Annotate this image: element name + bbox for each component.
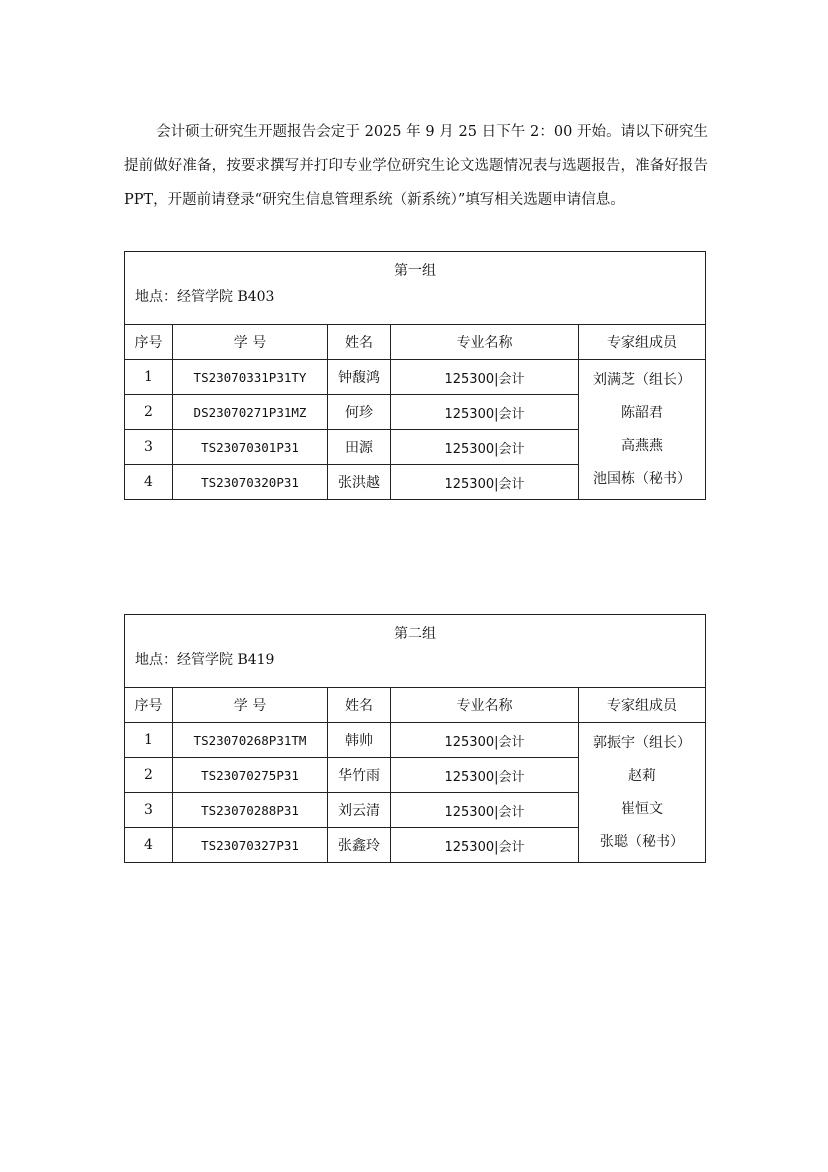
cell-name: 刘云清 <box>328 793 391 828</box>
cell-student-id: TS23070327P31 <box>173 828 328 863</box>
group-location: 地点：经管学院 B419 <box>135 652 275 668</box>
col-student-id-header: 学 号 <box>173 325 328 360</box>
cell-seq: 2 <box>125 395 173 430</box>
cell-name: 田源 <box>328 430 391 465</box>
cell-seq: 4 <box>125 828 173 863</box>
group-title: 第二组 <box>394 626 437 642</box>
expert-member: 池国栋（秘书） <box>593 470 692 487</box>
cell-major: 125300|会计 <box>391 758 579 793</box>
col-student-id-header: 学 号 <box>173 688 328 723</box>
column-header-row <box>125 325 706 360</box>
group-title: 第一组 <box>394 263 437 279</box>
cell-seq: 3 <box>125 793 173 828</box>
group-table-1 <box>124 251 706 500</box>
cell-major: 125300|会计 <box>391 360 579 395</box>
group-location: 地点：经管学院 B403 <box>135 289 275 305</box>
cell-name: 钟馥鸿 <box>328 360 391 395</box>
cell-student-id: TS23070268P31TM <box>173 723 328 758</box>
cell-name: 华竹雨 <box>328 758 391 793</box>
cell-major: 125300|会计 <box>391 793 579 828</box>
intro-text: 会计硕士研究生开题报告会定于 2025 年 9 月 25 日下午 2：00 开始。请以下研究生提前做好准备，按要求撰写并打印专业学位研究生论文选题情况表与选题报告，准备好报告 PPT，开题前请登录“研究生信息管理系统（新系统）”填写相关选题申请信息。 <box>124 123 708 208</box>
expert-member: 陈韶君 <box>621 404 664 421</box>
cell-name: 张鑫玲 <box>328 828 391 863</box>
cell-major: 125300|会计 <box>391 395 579 430</box>
cell-name: 韩帅 <box>328 723 391 758</box>
expert-member: 郭振宇（组长） <box>593 734 692 751</box>
cell-major: 125300|会计 <box>391 465 579 500</box>
cell-major: 125300|会计 <box>391 430 579 465</box>
cell-student-id: TS23070320P31 <box>173 465 328 500</box>
cell-seq: 4 <box>125 465 173 500</box>
expert-member: 高燕燕 <box>621 437 664 454</box>
col-seq-header: 序号 <box>125 325 173 360</box>
table-row <box>125 360 706 395</box>
expert-member: 张聪（秘书） <box>600 833 685 850</box>
cell-student-id: TS23070331P31TY <box>173 360 328 395</box>
cell-major: 125300|会计 <box>391 723 579 758</box>
col-major-header: 专业名称 <box>391 325 579 360</box>
col-major-header: 专业名称 <box>391 688 579 723</box>
group-header <box>125 252 706 325</box>
cell-student-id: TS23070301P31 <box>173 430 328 465</box>
col-experts-header: 专家组成员 <box>579 688 706 723</box>
table-row <box>125 723 706 758</box>
col-seq-header: 序号 <box>125 688 173 723</box>
col-name-header: 姓名 <box>328 325 391 360</box>
expert-member: 赵莉 <box>628 767 657 784</box>
expert-member: 崔恒文 <box>621 800 664 817</box>
cell-name: 张洪越 <box>328 465 391 500</box>
cell-student-id: DS23070271P31MZ <box>173 395 328 430</box>
group-header <box>125 615 706 688</box>
cell-student-id: TS23070288P31 <box>173 793 328 828</box>
group-table-2 <box>124 614 706 863</box>
expert-member: 刘满芝（组长） <box>593 371 692 388</box>
cell-student-id: TS23070275P31 <box>173 758 328 793</box>
experts-cell <box>579 723 706 863</box>
cell-name: 何珍 <box>328 395 391 430</box>
experts-cell <box>579 360 706 500</box>
col-name-header: 姓名 <box>328 688 391 723</box>
cell-major: 125300|会计 <box>391 828 579 863</box>
cell-seq: 1 <box>125 360 173 395</box>
cell-seq: 3 <box>125 430 173 465</box>
col-experts-header: 专家组成员 <box>579 325 706 360</box>
cell-seq: 1 <box>125 723 173 758</box>
column-header-row <box>125 688 706 723</box>
intro-paragraph <box>124 115 708 217</box>
cell-seq: 2 <box>125 758 173 793</box>
